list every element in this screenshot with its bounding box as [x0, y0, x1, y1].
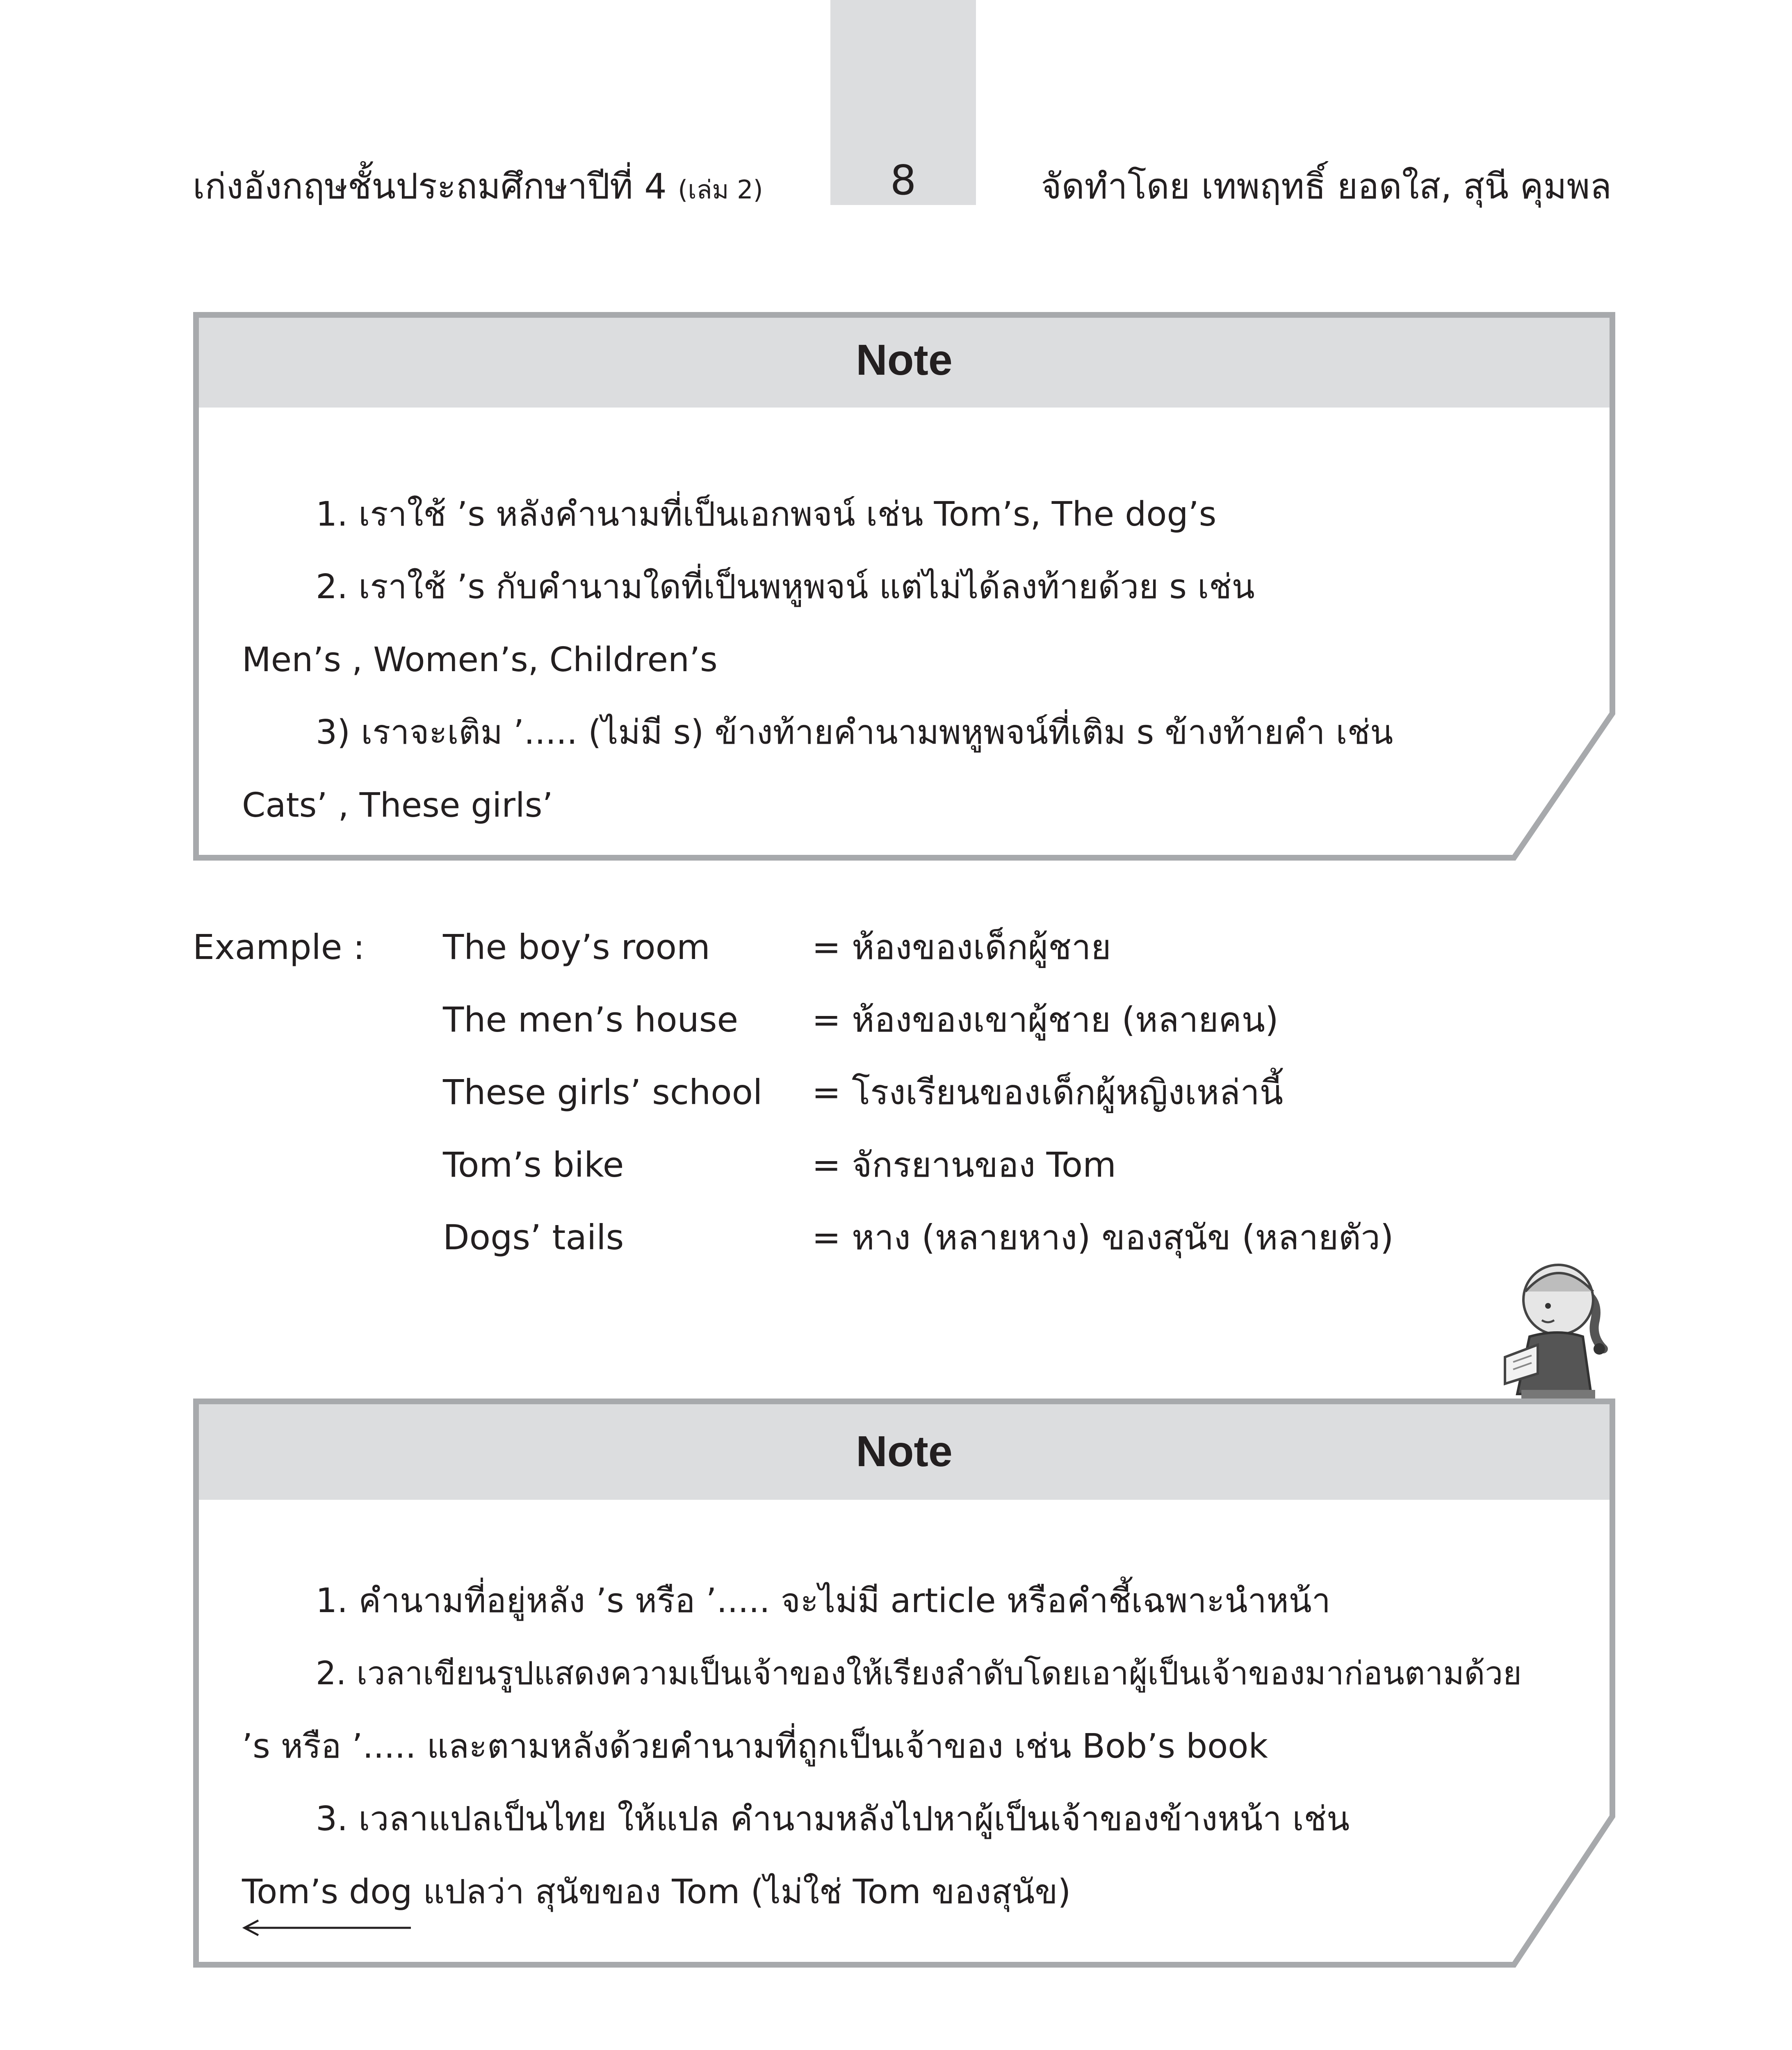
- authors: จัดทำโดย เทพฤทธิ์ ยอดใส, สุนี คุมพล: [1041, 166, 1612, 207]
- note2-line-5-rest: แปลว่า สุนัขของ Tom (ไม่ใช่ Tom ของสุนัข): [412, 1872, 1071, 1911]
- example-english-1: The boy’s room: [443, 927, 710, 967]
- note1-line-5: Cats’ , These girls’: [242, 786, 553, 825]
- example-thai-3: = โรงเรียนของเด็กผู้หญิงเหล่านี้: [812, 1072, 1284, 1112]
- toms-dog-term: Tom’s dog: [242, 1872, 413, 1911]
- note1-line-2: 2. เราใช้ ’s กับคำนามใดที่เป็นพหูพจน์ แต่ไม่ได้ลงท้ายด้วย s เช่น: [316, 567, 1255, 606]
- note-box-2: [193, 1398, 1616, 1968]
- example-thai-4: = จักรยานของ Tom: [812, 1145, 1116, 1185]
- example-english-2: The men’s house: [443, 1000, 739, 1040]
- note2-line-3: ’s หรือ ’..... และตามหลังด้วยคำนามที่ถูกเป็นเจ้าของ เช่น Bob’s book: [242, 1727, 1268, 1766]
- example-english-3: These girls’ school: [443, 1072, 763, 1112]
- example-label: Example :: [193, 927, 365, 967]
- left-arrow-underline: [239, 1916, 415, 1940]
- book-title: [193, 164, 763, 212]
- note1-line-3: Men’s , Women’s, Children’s: [242, 640, 718, 679]
- book-title-text: เก่งอังกฤษชั้นประถมศึกษาปีที่ 4: [193, 166, 667, 207]
- note-box-1: [193, 312, 1616, 861]
- page-number: 8: [890, 156, 917, 204]
- note2-line-5: [242, 1870, 1071, 1915]
- volume-label: (เล่ม 2): [678, 175, 763, 205]
- example-thai-5: = หาง (หลายหาง) ของสุนัข (หลายตัว): [812, 1217, 1394, 1257]
- example-english-4: Tom’s bike: [443, 1145, 624, 1185]
- note2-line-1: 1. คำนามที่อยู่หลัง ’s หรือ ’..... จะไม่มี article หรือคำชี้เฉพาะนำหน้า: [316, 1581, 1331, 1620]
- note-title-2: Note: [856, 1427, 953, 1476]
- note1-line-1: 1. เราใช้ ’s หลังคำนามที่เป็นเอกพจน์ เช่น Tom’s, The dog’s: [316, 495, 1217, 534]
- note1-line-4: 3) เราจะเติม ’..... (ไม่มี s) ข้างท้ายคำนามพหูพจน์ที่เติม s ข้างท้ายคำ เช่น: [316, 713, 1393, 752]
- note2-line-4: 3. เวลาแปลเป็นไทย ให้แปล คำนามหลังไปหาผู้เป็นเจ้าของข้างหน้า เช่น: [316, 1799, 1350, 1838]
- example-thai-1: = ห้องของเด็กผู้ชาย: [812, 927, 1111, 967]
- note2-line-2: 2. เวลาเขียนรูปแสดงความเป็นเจ้าของให้เรียงลำดับโดยเอาผู้เป็นเจ้าของมาก่อนตามด้วย: [316, 1655, 1522, 1692]
- example-thai-2: = ห้องของเขาผู้ชาย (หลายคน): [812, 1000, 1279, 1040]
- girl-reading-illustration: [1476, 1255, 1624, 1402]
- note-title-1: Note: [856, 336, 953, 384]
- example-english-5: Dogs’ tails: [443, 1217, 624, 1257]
